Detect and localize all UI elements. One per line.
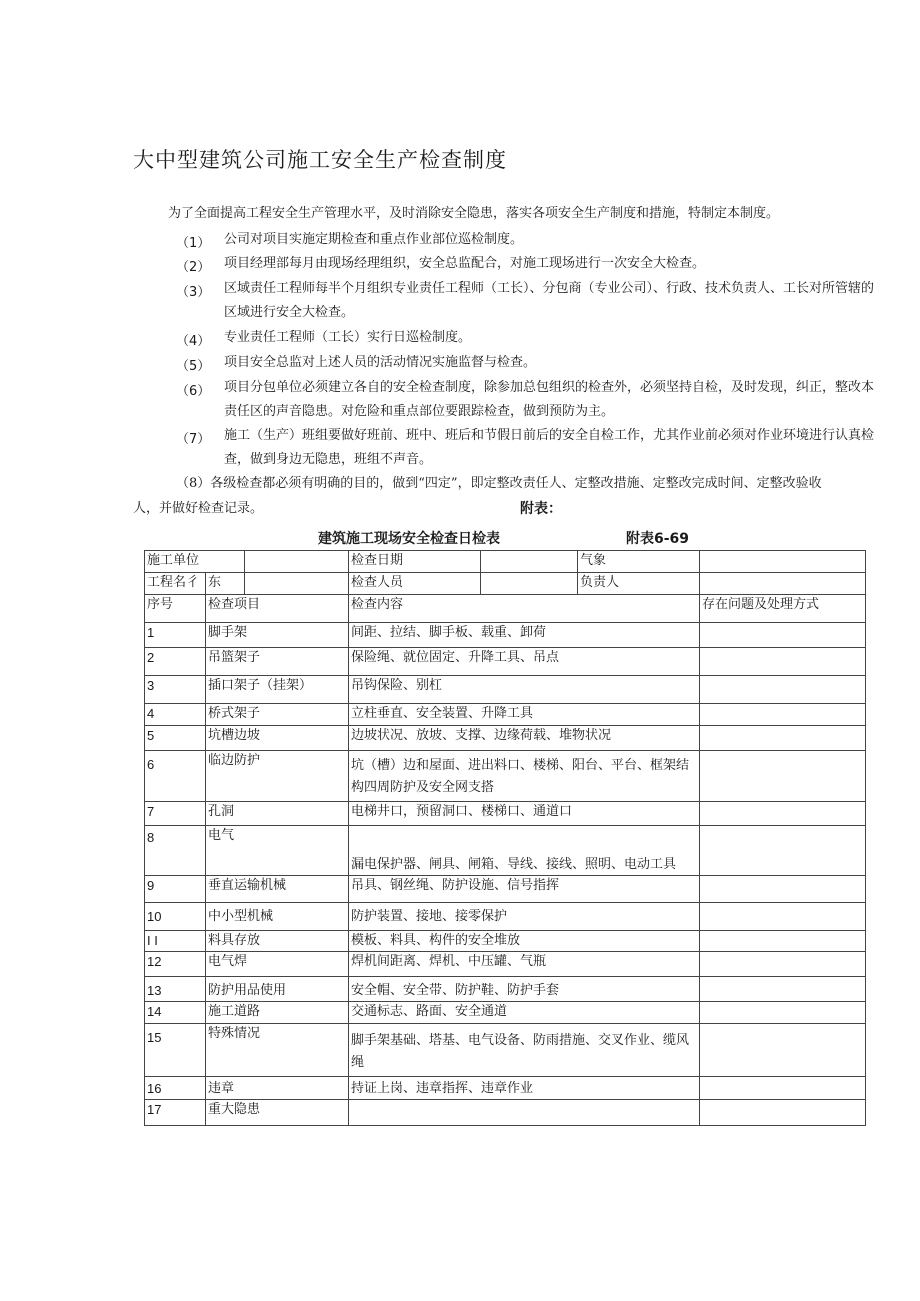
row-number: 3 [145, 676, 206, 704]
item-text: 项目安全总监对上述人员的活动情况实施监督与检查。 [224, 355, 537, 370]
table-code: 附表6-69 [626, 531, 690, 547]
row-number: 17 [145, 1100, 206, 1126]
project-value: 东 [206, 573, 245, 595]
row-issue[interactable] [700, 676, 866, 704]
row-issue[interactable] [700, 1077, 866, 1100]
row-issue[interactable] [700, 1100, 866, 1126]
row-issue[interactable] [700, 1024, 866, 1077]
row-item: 脚手架 [206, 623, 349, 648]
row-issue[interactable] [700, 952, 866, 977]
item-text: 项目经理部每月由现场经理组织，安全总监配合，对施工现场进行一次安全大检查。 [224, 256, 706, 271]
col-item-header: 检查项目 [206, 595, 349, 623]
row-content: 边坡状况、放坡、支撑、边缘荷载、堆物状况 [349, 726, 700, 751]
row-item: 吊篮架子 [206, 648, 349, 676]
table-title: 建筑施工现场安全检查日检表 [318, 531, 500, 547]
row-number: 1 [145, 623, 206, 648]
table-row [145, 826, 866, 876]
row-content: 吊具、钢丝绳、防护设施、信号指挥 [349, 876, 700, 903]
table-row [145, 1077, 866, 1100]
table-row [145, 704, 866, 726]
table-row [145, 802, 866, 826]
row-content [349, 1100, 700, 1126]
row-content: 间距、拉结、脚手板、载重、卸荷 [349, 623, 700, 648]
item-number: （5） [176, 359, 211, 374]
row-issue[interactable] [700, 977, 866, 1002]
table-row [145, 751, 866, 802]
table-row [145, 977, 866, 1002]
project-label: 工程名彳 [145, 573, 206, 595]
intro-paragraph: 为了全面提高工程安全生产管理水平，及时消除安全隐患，落实各项安全生产制度和措施，特制定本制度。 [168, 206, 780, 221]
row-issue[interactable] [700, 648, 866, 676]
row-item: 电气焊 [206, 952, 349, 977]
item-number: （2） [176, 260, 211, 275]
row-content: 安全帽、安全带、防护鞋、防护手套 [349, 977, 700, 1002]
row-content: 吊钩保险、别杠 [349, 676, 700, 704]
col-issue-header: 存在问题及处理方式 [700, 595, 866, 623]
col-content-header: 检查内容 [349, 595, 700, 623]
row-content: 防护装置、接地、接零保护 [349, 903, 700, 931]
row-item: 防护用品使用 [206, 977, 349, 1002]
inspector-label: 检查人员 [349, 573, 481, 595]
col-no-header: 序号 [145, 595, 206, 623]
row-number: 6 [145, 751, 206, 802]
row-item: 坑槽边坡 [206, 726, 349, 751]
item-text: 区域责任工程师每半个月组织专业责任工程师（工长）、分包商（专业公司）、行政、技术负责人、工长对所管辖的区域进行安全大检查。 [224, 281, 875, 320]
row-issue[interactable] [700, 751, 866, 802]
unit-label: 施工单位 [145, 551, 245, 573]
row-number: 15 [145, 1024, 206, 1077]
row-item: 电气 [206, 826, 349, 876]
item-text: 公司对项目实施定期检查和重点作业部位巡检制度。 [224, 232, 524, 247]
leader-value[interactable] [700, 573, 866, 595]
item-number: （4） [176, 334, 211, 349]
row-item: 临边防护 [206, 751, 349, 802]
row-item: 违章 [206, 1077, 349, 1100]
row-number: I I [145, 931, 206, 952]
item-text: 项目分包单位必须建立各自的安全检查制度，除参加总包组织的检查外，必须坚持自检，及时发现，纠正，整改本责任区的声音隐患。对危险和重点部位要跟踪检查，做到预防为主。 [224, 380, 875, 419]
row-number: 10 [145, 903, 206, 931]
row-issue[interactable] [700, 903, 866, 931]
date-label: 检查日期 [349, 551, 481, 573]
row-issue[interactable] [700, 704, 866, 726]
date-value[interactable] [481, 551, 578, 573]
table-row [145, 952, 866, 977]
row-issue[interactable] [700, 726, 866, 751]
row-item: 插口架子（挂架） [206, 676, 349, 704]
row-number: 2 [145, 648, 206, 676]
row-number: 4 [145, 704, 206, 726]
item-number: （3） [176, 285, 211, 300]
table-body [145, 551, 866, 1126]
row-issue[interactable] [700, 623, 866, 648]
item-8-line-1: （8）各级检查都必须有明确的目的，做到“四定”，即定整改责任人、定整改措施、定整改完成时间、定整改验收 [176, 476, 822, 491]
row-item: 孔洞 [206, 802, 349, 826]
row-content: 立柱垂直、安全装置、升降工具 [349, 704, 700, 726]
row-number: 12 [145, 952, 206, 977]
row-content: 脚手架基础、塔基、电气设备、防雨措施、交叉作业、缆风绳 [349, 1024, 700, 1077]
row-number: 16 [145, 1077, 206, 1100]
info-row [145, 551, 866, 573]
row-item: 特殊情况 [206, 1024, 349, 1077]
row-number: 8 [145, 826, 206, 876]
row-issue[interactable] [700, 826, 866, 876]
row-number: 7 [145, 802, 206, 826]
table-row [145, 726, 866, 751]
row-content: 漏电保护器、闸具、闸箱、导线、接线、照明、电动工具 [349, 826, 700, 876]
inspection-table [144, 550, 866, 1126]
row-item: 料具存放 [206, 931, 349, 952]
row-number: 14 [145, 1002, 206, 1024]
row-item: 施工道路 [206, 1002, 349, 1024]
item-number: （1） [176, 236, 211, 251]
appendix-label: 附表： [520, 501, 562, 517]
row-issue[interactable] [700, 876, 866, 903]
table-row [145, 648, 866, 676]
project-value-blank[interactable] [245, 573, 349, 595]
info-row [145, 573, 866, 595]
row-content: 电梯井口，预留洞口、楼梯口、通道口 [349, 802, 700, 826]
item-number: （7） [176, 432, 211, 447]
document-title: 大中型建筑公司施工安全生产检查制度 [133, 148, 507, 172]
row-number: 9 [145, 876, 206, 903]
table-row [145, 1002, 866, 1024]
row-content: 持证上岗、违章指挥、违章作业 [349, 1077, 700, 1100]
row-issue[interactable] [700, 802, 866, 826]
table-row [145, 931, 866, 952]
row-item: 中小型机械 [206, 903, 349, 931]
table-row [145, 623, 866, 648]
column-header-row [145, 595, 866, 623]
row-content: 保险绳、就位固定、升降工具、吊点 [349, 648, 700, 676]
table-row [145, 1100, 866, 1126]
row-number: 5 [145, 726, 206, 751]
inspector-value[interactable] [481, 573, 578, 595]
weather-label: 气象 [578, 551, 700, 573]
row-item: 桥式架子 [206, 704, 349, 726]
leader-label: 负责人 [578, 573, 700, 595]
row-content: 交通标志、路面、安全通道 [349, 1002, 700, 1024]
row-number: 13 [145, 977, 206, 1002]
table-row [145, 676, 866, 704]
table-row [145, 1024, 866, 1077]
weather-value[interactable] [700, 551, 866, 573]
row-item: 重大隐患 [206, 1100, 349, 1126]
item-text: 施工（生产）班组要做好班前、班中、班后和节假日前后的安全自检工作，尤其作业前必须对作业环境进行认真检查，做到身边无隐患，班组不声音。 [224, 428, 875, 467]
row-issue[interactable] [700, 931, 866, 952]
row-content: 模板、料具、构件的安全堆放 [349, 931, 700, 952]
item-text: 专业责任工程师（工长）实行日巡检制度。 [224, 330, 472, 345]
item-number: （6） [176, 384, 211, 399]
item-8-line-2: 人，并做好检查记录。 [133, 501, 264, 516]
row-content: 坑（槽）边和屋面、进出料口、楼梯、阳台、平台、框架结构四周防护及安全网支搭 [349, 751, 700, 802]
unit-value[interactable] [245, 551, 349, 573]
table-row [145, 903, 866, 931]
row-issue[interactable] [700, 1002, 866, 1024]
table-row [145, 876, 866, 903]
row-content: 焊机间距离、焊机、中压罐、气瓶 [349, 952, 700, 977]
row-item: 垂直运输机械 [206, 876, 349, 903]
